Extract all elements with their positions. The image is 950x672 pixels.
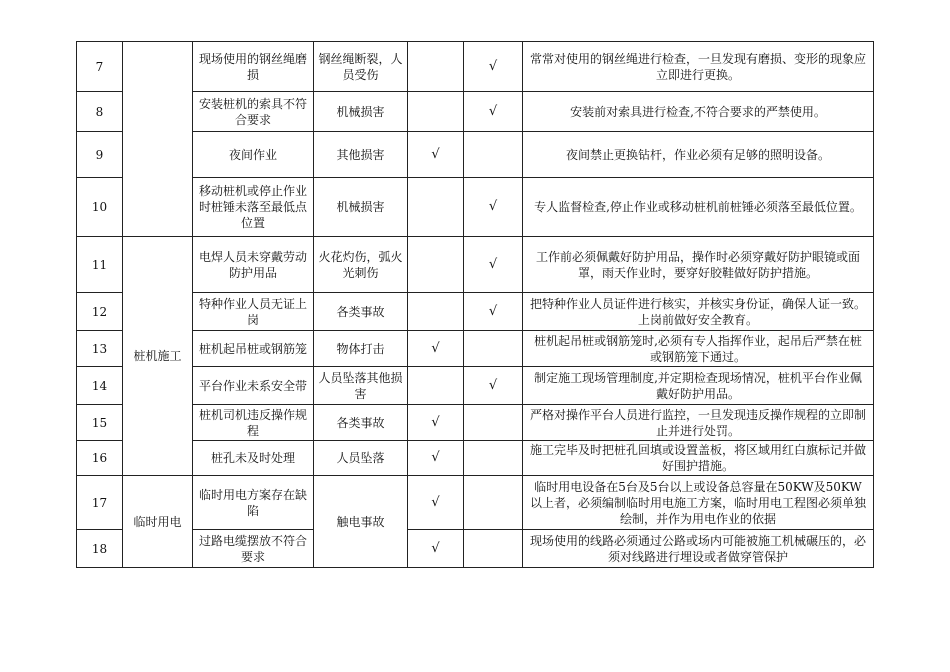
hazard-cell: 夜间作业	[193, 132, 314, 178]
level-b-cell	[464, 530, 523, 568]
level-a-cell	[408, 42, 464, 92]
hazard-cell: 桩机司机违反操作规程	[193, 405, 314, 441]
consequence-cell: 机械损害	[314, 92, 408, 132]
table-row	[77, 178, 874, 237]
consequence-cell: 各类事故	[314, 293, 408, 331]
level-a-check-mark: √	[408, 132, 464, 178]
control-measure-cell: 严格对操作平台人员进行监控，一旦发现违反操作规程的立即制止并进行处罚。	[523, 405, 874, 441]
consequence-cell: 其他损害	[314, 132, 408, 178]
hazard-cell: 电焊人员未穿戴劳动防护用品	[193, 237, 314, 293]
table-row	[77, 132, 874, 178]
control-measure-cell: 工作前必须佩戴好防护用品，操作时必须穿戴好防护眼镜或面罩，雨天作业时，要穿好胶鞋做好防护措施。	[523, 237, 874, 293]
row-number: 16	[77, 441, 123, 476]
control-measure-cell: 专人监督检查,停止作业或移动桩机前桩锤必须落至最低位置。	[523, 178, 874, 237]
level-a-check-mark: √	[408, 405, 464, 441]
table-row	[77, 405, 874, 441]
hazard-cell: 现场使用的钢丝绳磨损	[193, 42, 314, 92]
hazard-cell: 安装桩机的索具不符合要求	[193, 92, 314, 132]
table-row	[77, 331, 874, 367]
level-b-check-mark: √	[464, 92, 523, 132]
hazard-cell: 桩机起吊桩或钢筋笼	[193, 331, 314, 367]
control-measure-cell: 把特种作业人员证件进行核实，并核实身份证，确保人证一致。上岗前做好安全教育。	[523, 293, 874, 331]
level-b-cell	[464, 476, 523, 530]
level-b-check-mark: √	[464, 367, 523, 405]
level-b-check-mark: √	[464, 293, 523, 331]
hazard-cell: 移动桩机或停止作业时桩锤未落至最低点位置	[193, 178, 314, 237]
control-measure-cell: 桩机起吊桩或钢筋笼时,必须有专人指挥作业，起吊后严禁在桩或钢筋笼下通过。	[523, 331, 874, 367]
row-number: 9	[77, 132, 123, 178]
row-number: 14	[77, 367, 123, 405]
level-a-check-mark: √	[408, 441, 464, 476]
hazard-table	[76, 41, 874, 568]
table-row	[77, 92, 874, 132]
control-measure-cell: 临时用电设备在5台及5台以上或设备总容量在50KW及50KW以上者，必须编制临时用电施工方案，临时用电工程图必须单独绘制，并作为用电作业的依据	[523, 476, 874, 530]
category-cell: 临时用电	[123, 476, 193, 568]
consequence-cell: 机械损害	[314, 178, 408, 237]
category-cell	[123, 42, 193, 237]
row-number: 13	[77, 331, 123, 367]
row-number: 12	[77, 293, 123, 331]
consequence-cell: 火花灼伤，弧火光刺伤	[314, 237, 408, 293]
control-measure-cell: 制定施工现场管理制度,并定期检查现场情况，桩机平台作业佩戴好防护用品。	[523, 367, 874, 405]
row-number: 18	[77, 530, 123, 568]
row-number: 8	[77, 92, 123, 132]
hazard-cell: 平台作业未系安全带	[193, 367, 314, 405]
level-b-cell	[464, 331, 523, 367]
control-measure-cell: 施工完毕及时把桩孔回填或设置盖板，将区域用红白旗标记并做好围护措施。	[523, 441, 874, 476]
consequence-cell: 触电事故	[314, 476, 408, 568]
level-a-check-mark: √	[408, 331, 464, 367]
table-row	[77, 293, 874, 331]
control-measure-cell: 夜间禁止更换钻杆，作业必须有足够的照明设备。	[523, 132, 874, 178]
level-a-check-mark: √	[408, 530, 464, 568]
hazard-cell: 桩孔未及时处理	[193, 441, 314, 476]
row-number: 11	[77, 237, 123, 293]
control-measure-cell: 安装前对索具进行检查,不符合要求的严禁使用。	[523, 92, 874, 132]
level-a-cell	[408, 293, 464, 331]
row-number: 7	[77, 42, 123, 92]
level-b-cell	[464, 132, 523, 178]
table-row	[77, 530, 874, 568]
level-a-cell	[408, 367, 464, 405]
table-row	[77, 476, 874, 530]
control-measure-cell: 常常对使用的钢丝绳进行检查，一旦发现有磨损、变形的现象应立即进行更换。	[523, 42, 874, 92]
level-b-check-mark: √	[464, 178, 523, 237]
level-a-cell	[408, 178, 464, 237]
category-cell: 桩机施工	[123, 237, 193, 476]
table-row	[77, 42, 874, 92]
row-number: 10	[77, 178, 123, 237]
level-a-cell	[408, 92, 464, 132]
hazard-cell: 临时用电方案存在缺陷	[193, 476, 314, 530]
consequence-cell: 人员坠落	[314, 441, 408, 476]
table-row	[77, 237, 874, 293]
level-b-cell	[464, 405, 523, 441]
consequence-cell: 钢丝绳断裂，人员受伤	[314, 42, 408, 92]
row-number: 17	[77, 476, 123, 530]
row-number: 15	[77, 405, 123, 441]
control-measure-cell: 现场使用的线路必须通过公路或场内可能被施工机械碾压的，必须对线路进行埋设或者做穿管保护	[523, 530, 874, 568]
consequence-cell: 人员坠落其他损害	[314, 367, 408, 405]
table-row	[77, 441, 874, 476]
level-a-cell	[408, 237, 464, 293]
hazard-cell: 特种作业人员无证上岗	[193, 293, 314, 331]
table-row	[77, 367, 874, 405]
hazard-cell: 过路电缆摆放不符合要求	[193, 530, 314, 568]
level-b-check-mark: √	[464, 237, 523, 293]
level-b-check-mark: √	[464, 42, 523, 92]
consequence-cell: 各类事故	[314, 405, 408, 441]
level-b-cell	[464, 441, 523, 476]
consequence-cell: 物体打击	[314, 331, 408, 367]
level-a-check-mark: √	[408, 476, 464, 530]
